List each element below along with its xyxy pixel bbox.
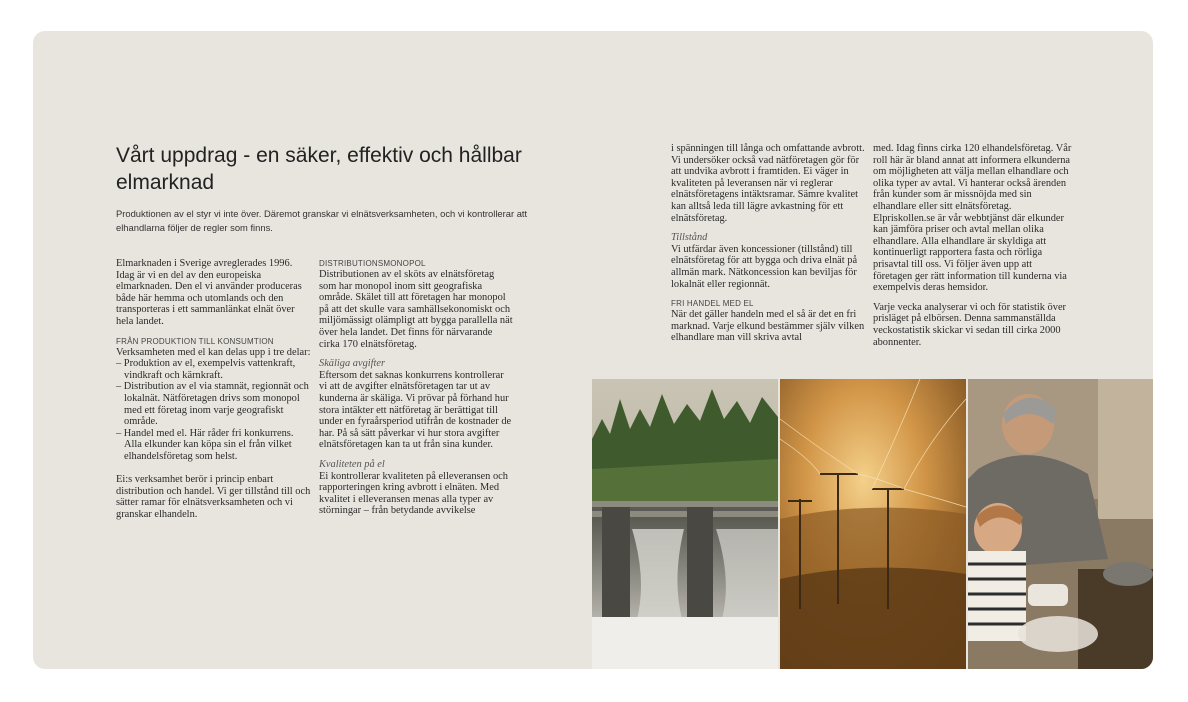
hydropower-dam-photo <box>592 379 778 669</box>
section-heading: FRÅN PRODUKTION TILL KONSUMTION <box>116 336 274 346</box>
text-column-2 <box>319 258 514 517</box>
paragraph: Verksamheten med el kan delas upp i tre delar: <box>116 346 311 358</box>
page-title: Vårt uppdrag - en säker, effektiv och hållbar elmarknad <box>116 144 522 194</box>
paragraph: Elmarknaden i Sverige avreglerades 1996. Idag är vi en del av den europeiska elmarknaden. Den el vi använder produceras både här hemma och utomlands och den transporteras i ett sammanlänkat elnät över hela landet. <box>116 258 302 327</box>
paragraph: Ei:s verksamhet berör i princip enbart distribution och handel. Vi ger tillstånd till och sätter ramar för elnätsverksamheten och vi granskar elhandeln. <box>116 474 311 520</box>
paragraph: med. Idag finns cirka 120 elhandelsföretag. Vår roll här är bland annat att informera elkunderna om möjligheten att välja mellan elhandlare och olika typer av avtal. Vi hanterar också ärenden från kunder som är missnöjda med sin elhandlare eller sitt elnätsföretag. Elpriskollen.se är vår webbtjänst där elkunder kan jämföra priser och avtal mellan olika elhandlare. Alla elhandlare är skyldiga att kontinuerligt rapportera fasta och rörliga prisavtal till oss. Vi följer även upp att företagen ger rätt information till kunderna via exempelvis deras hemsidor. <box>873 143 1072 294</box>
list-item: – Distribution av el via stamnät, regionnät och lokalnät. Nätföretagen drivs som monopol med ett företag inom varje geografiskt område. <box>116 381 309 428</box>
sub-heading: Kvaliteten på el <box>319 458 385 470</box>
text-column-3 <box>671 143 866 344</box>
list-item: – Handel med el. Här råder fri konkurrens. Alla elkunder kan köpa sin el från vilket elhandelsföretag som helst. <box>116 427 294 462</box>
photo-strip <box>592 379 1153 669</box>
paragraph: Ei kontrollerar kvaliteten på elleveransen och rapporteringen kring avbrott i elnäten. Med kvalitet i elleveransen menas alla typer av störningar – från betydande avvikelse <box>319 470 508 517</box>
paragraph: Eftersom det saknas konkurrens kontrollerar vi att de avgifter elnätsföretagen tar ut av kunderna är skäliga. Vi prövar på förhand hur stora intäkter ett nätföretag är berättigat till under en fyraårsperiod utifrån de kostnader de har. På så sätt påverkar vi hur stora avgifter elnätsföretagen kan ta ut från sina kunder. <box>319 369 512 451</box>
power-lines-photo <box>780 379 966 669</box>
paragraph: När det gäller handeln med el så är det en fri marknad. Varje elkund bestämmer själv vilken elhandlare man vill skriva avtal <box>671 309 865 344</box>
paragraph: Varje vecka analyserar vi och för statistik över prisläget på elbörsen. Denna sammanställda veckostatistik skickar vi sedan till cirka 2000 abonnenter. <box>873 301 1067 348</box>
text-column-1 <box>116 258 311 520</box>
family-cooking-photo <box>968 379 1153 669</box>
document-spread <box>33 31 1153 669</box>
list-item: – Produktion av el, exempelvis vattenkraft, vindkraft och kärnkraft. <box>116 358 296 381</box>
paragraph: Distributionen av el sköts av elnätsföretag som har monopol inom sitt geografiska område. Skälet till att företagen har monopol på att det skulle vara samhällsekonomiskt och miljömässigt olämpligt att bygga parallella nät över hela landet. Det finns för närvarande cirka 170 elnätsföretag. <box>319 269 513 350</box>
bullet-list <box>116 358 311 462</box>
section-heading: FRI HANDEL MED EL <box>671 299 754 309</box>
lead-paragraph: Produktionen av el styr vi inte över. Däremot granskar vi elnätsverksamheten, och vi kontrollerar att elhandlarna följer de regler som finns. <box>116 208 528 233</box>
section-heading: DISTRIBUTIONSMONOPOL <box>319 259 426 268</box>
text-column-4 <box>873 143 1073 348</box>
paragraph: Vi utfärdar även koncessioner (tillstånd) till elnätsföretag för att bygga och driva elnät på allmän mark. Nätkoncession kan beviljas för lokalnät eller regionnät. <box>671 243 858 290</box>
sub-heading: Skäliga avgifter <box>319 358 386 370</box>
sub-heading: Tillstånd <box>671 232 708 244</box>
paragraph: i spänningen till långa och omfattande avbrott. Vi undersöker också vad nätföretagen gör för att undvika avbrott i framtiden. Ei väger in kvaliteten på leveransen när vi reglerar elnätsföretagens intäktsramar. Sämre kvalitet kan alltså leda till lägre avkastning för ett elnätsföretag. <box>671 143 865 224</box>
